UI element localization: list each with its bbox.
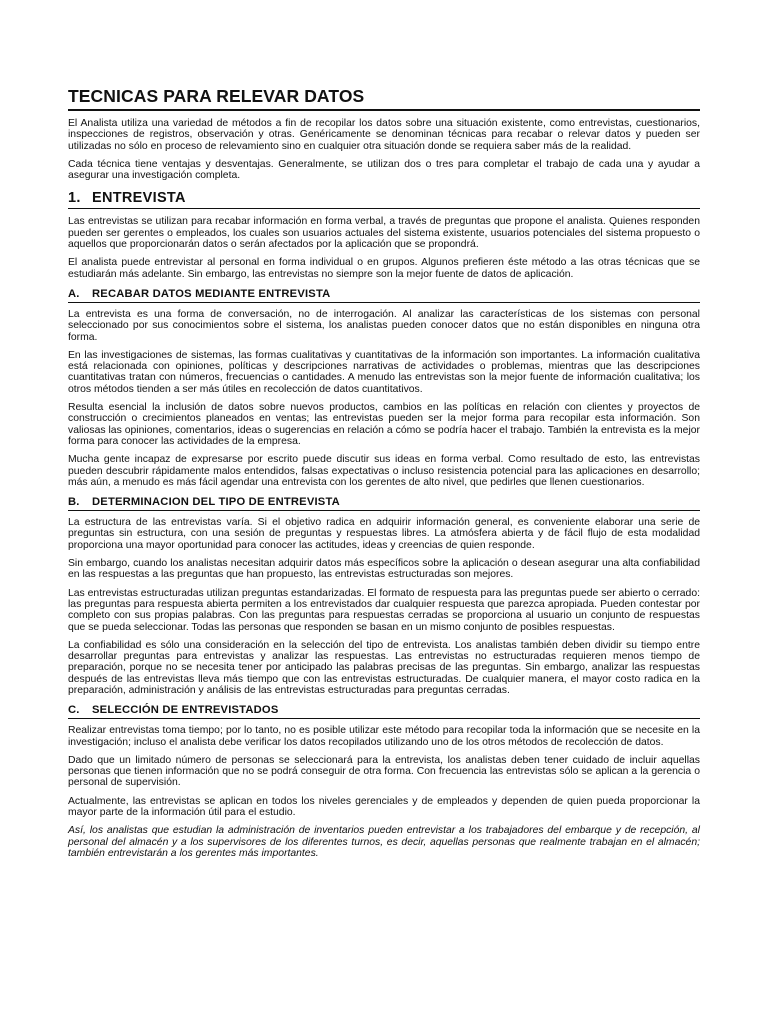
seleccion-paragraph-3: Actualmente, las entrevistas se aplican en todos los niveles gerenciales y de empleados y dependen de quien pueda proporcionar la mayor parte de la información útil para el estudio. <box>68 795 700 819</box>
entrevista-paragraph-1: Las entrevistas se utilizan para recabar información en forma verbal, a través de preguntas que propone el analista. Quienes responden pueden ser gerentes o empleados, los cuales son usuarios actuales del sistema existente, usuarios potenciales del sistema propuesto o aquellos que proporcionarán datos o serán afectados por la aplicación que se propondrá. <box>68 216 700 251</box>
intro-paragraph-1: El Analista utiliza una variedad de métodos a fin de recopilar los datos sobre una situación existente, como entrevistas, cuestionarios, inspecciones de registros, observación y otras. Genéricamente se denominan técnicas para recabar o relevar datos y pueden ser utilizadas no sólo en proceso de relevamiento sino en cualquier otra situación donde se requiera saber más de la realidad. <box>68 118 700 152</box>
recabar-paragraph-1: La entrevista es una forma de conversación, no de interrogación. Al analizar las características de los sistemas con personal seleccionado por sus conocimientos sobre el sistema, los analistas pueden conocer datos que no están disponibles en ninguna otra forma. <box>68 308 700 343</box>
subsection-letter: B. <box>68 496 80 509</box>
subsection-letter: A. <box>68 287 80 300</box>
subsection-heading-text: SELECCIÓN DE ENTREVISTADOS <box>92 704 279 717</box>
section-heading-text: ENTREVISTA <box>92 190 186 207</box>
subsection-heading-tipo-entrevista <box>68 496 700 511</box>
tipo-paragraph-3: Las entrevistas estructuradas utilizan preguntas estandarizadas. El formato de respuesta para las preguntas puede ser abierto o cerrado: las preguntas para respuesta abierta permiten a los entrevistados dar cualquier respuesta que parezca apropiada. Pueden contestar por completo con sus propias palabras. Con las preguntas para respuestas cerradas se proporciona al usuario un conjunto de respuestas que se pueda seleccionar. Todas las personas que responden se basan en un mismo conjunto de posibles respuestas. <box>68 587 700 633</box>
subsection-heading-text: DETERMINACION DEL TIPO DE ENTREVISTA <box>92 496 340 509</box>
tipo-paragraph-2: Sin embargo, cuando los analistas necesitan adquirir datos más específicos sobre la aplicación o desean asegurar una alta confiabilidad en las respuestas a las preguntas que han propuesto, las entrevistas estructuradas son mejores. <box>68 558 700 581</box>
recabar-paragraph-3: Resulta esencial la inclusión de datos sobre nuevos productos, cambios en las políticas en relación con clientes y proyectos de construcción o crecimientos planeados en ventas; las entrevistas pueden ser la mejor forma para recopilar esta información. Son valiosas las opiniones, comentarios, ideas o sugerencias en relación a cómo se podría hacer el trabajo. También la entrevista es la mejor forma para conocer las actividades de la empresa. <box>68 402 700 447</box>
section-heading-entrevista <box>68 190 700 209</box>
intro-paragraph-2: Cada técnica tiene ventajas y desventajas. Generalmente, se utilizan dos o tres para completar el trabajo de cada una y ayudar a asegurar una investigación completa. <box>68 158 700 182</box>
entrevista-paragraph-2: El analista puede entrevistar al personal en forma individual o en grupos. Algunos prefieren éste método a las otras técnicas que se estudiarán más adelante. Sin embargo, las entrevistas no siempre son la mejor fuente de datos de aplicación. <box>68 257 700 280</box>
seleccion-paragraph-2: Dado que un limitado número de personas se seleccionará para la entrevista, los analistas deben tener cuidado de incluir aquellas personas que tienen información que no se podrá conseguir de otra forma. Con frecuencia las entrevistas sólo se aplican a la gerencia o personal de supervisión. <box>68 754 700 789</box>
section-number: 1. <box>68 190 81 207</box>
document-title: TECNICAS PARA RELEVAR DATOS <box>68 86 700 111</box>
tipo-paragraph-1: La estructura de las entrevistas varía. Si el objetivo radica en adquirir información general, es conveniente elaborar una serie de preguntas sin estructura, con una sesión de preguntas y respuestas libres. La atmósfera abierta y de fácil flujo de esta modalidad proporciona una mayor oportunidad para conocer las actitudes, ideas y creencias de quien responde. <box>68 517 700 551</box>
subsection-heading-text: RECABAR DATOS MEDIANTE ENTREVISTA <box>92 287 331 300</box>
recabar-paragraph-4: Mucha gente incapaz de expresarse por escrito puede discutir sus ideas en forma verbal. Como resultado de esto, las entrevistas pueden descubrir rápidamente malos entendidos, falsas expectativas o incluso resistencia potencial para las aplicaciones en desarrollo; más aún, a menudo es más fácil agendar una entrevista con los gerentes de alto nivel, que pedirles que llenen cuestionarios. <box>68 454 700 488</box>
seleccion-paragraph-1: Realizar entrevistas toma tiempo; por lo tanto, no es posible utilizar este método para recopilar toda la información que se necesite en la investigación; incluso el analista debe verificar los datos recopilados utilizando uno de los otros métodos de recolección de datos. <box>68 725 700 748</box>
subsection-heading-seleccion <box>68 704 700 719</box>
seleccion-italic-paragraph: Así, los analistas que estudian la administración de inventarios pueden entrevistar a los trabajadores del embarque y de recepción, al personal del almacén y a los supervisores de los diferentes turnos, es decir, aquellas personas que realmente trabajan en el almacén; también entrevistarán a los gerentes más importantes. <box>68 825 700 859</box>
tipo-paragraph-4: La confiabilidad es sólo una consideración en la selección del tipo de entrevista. Los analistas también deben dividir su tiempo entre desarrollar preguntas para entrevistas y analizar las respuestas. Las entrevistas no estructuradas requieren menos tiempo de preparación, porque no se necesita tener por anticipado las palabras precisas de las preguntas. Sin embargo, analizar las respuestas después de las entrevistas lleva más tiempo que con las entrevistas estructuradas. De cualquier manera, el mayor costo radica en la preparación, administración y análisis de las entrevistas estructuradas para preguntas cerradas. <box>68 639 700 696</box>
subsection-letter: C. <box>68 704 80 717</box>
subsection-heading-recabar-datos <box>68 288 700 303</box>
recabar-paragraph-2: En las investigaciones de sistemas, las formas cualitativas y cuantitativas de la información son importantes. La información cualitativa está relacionada con opiniones, políticas y descripciones narrativas de actividades o problemas, mientras que las descripciones cuantitativas tratan con números, frecuencias o cantidades. A menudo las entrevistas son la mejor fuente de información cualitativa; los otros métodos tienden a ser más útiles en recolección de datos cuantitativos. <box>68 349 700 395</box>
